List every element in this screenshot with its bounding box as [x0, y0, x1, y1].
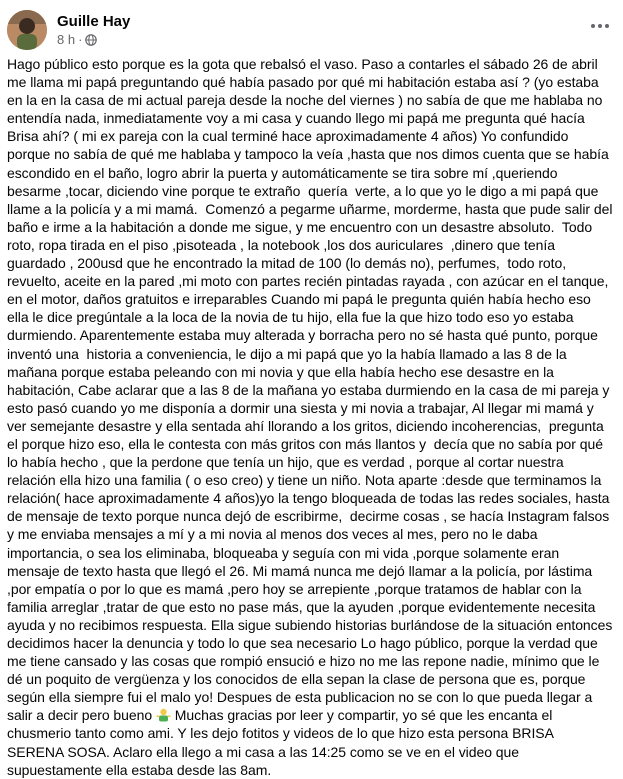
author-name[interactable]: Guille Hay: [57, 13, 131, 30]
globe-icon: [85, 34, 97, 46]
meta-separator: ·: [78, 32, 83, 47]
post-time[interactable]: 8 h: [57, 32, 76, 47]
post-header: [7, 10, 613, 50]
man-shrugging-emoji-icon: [156, 707, 171, 722]
avatar[interactable]: [7, 10, 47, 50]
post-meta: [57, 32, 97, 47]
post-text-part1: Hago público esto porque es la gota que rebalsó el vaso. Paso a contarles el sábado 26 de abril me llama mi papá preguntando qué había pasado por qué mi habitación estaba así ? (yo estaba en la en la casa de mi actual pareja desde la noche del viernes ) no sabía de que me hablaba no entendía nada, inmediatamente voy a mi casa y cuando llego mi papá me pregunta qué hacía Brisa ahí? ( mi ex pareja con la cual terminé hace aproximadamente 4 años) Yo confundido porque no sabía de qué me hablaba y tampoco la veía ,hasta que nos dimos cuenta que se había escondido en el baño, logro abrir la puerta y automáticamente se tira sobre mí ,queriendo besarme ,tocar, diciendo vine porque te extraño quería verte, a lo que yo le digo a mi papá que llame a la policía y a mi mamá. Comenzó a pegarme uñarme, morderme, hasta que pude salir del baño e irme a la habitación a donde me sigue, y me encuentro con un desastre absoluto. Todo roto, ropa tirada en el piso ,pisoteada , la notebook ,los dos auriculares ,dinero que tenía guardado , 200usd que he encontrado la mitad de 100 (lo demás no), perfumes, todo roto, revuelto, aceite en la pared ,mi moto con partes recién pintadas rayada , con azúcar en el tanque, en el motor, daños gratuitos e irreparables Cuando mi papá le pregunta quién había hecho eso ella le dice pregúntale a la loca de la novia de tu hijo, ella fue la que hizo todo eso yo estaba durmiendo. Aparentemente estaba muy alterada y borracha pero no sé hasta qué punto, porque inventó una historia a conveniencia, le dijo a mi papá que yo la había llamado a las 8 de la mañana porque estaba peleando con mi novia y que ella había hecho ese desastre en la habitación, Cabe aclarar que a las 8 de la mañana yo estaba durmiendo en la casa de mi pareja y esto pasó cuando yo me disponía a dormir una siesta y mi novia a trabajar, Al llegar mi mamá y ver semejante desastre y ella sentada ahí llorando a los gritos, diciendo incoherencias, pregunta el porque hizo eso, ella le contesta con más gritos con más llantos y decía que no sabía por qué lo había hecho , que la perdone que tenía un hijo, que es verdad , porque al cortar nuestra relación ella hizo una familia ( o eso creo) y tiene un niño. Nota aparte :desde que terminamos la relación( hace aproximadamente 4 años)yo la tengo bloqueada de todas las redes sociales, hasta de mensaje de texto porque nunca dejó de escribirme, decirme cosas , se hacía Instagram falsos y me enviaba mensajes a mí y a mi novia al menos dos veces al mes, pero no le daba importancia, o sea los eliminaba, bloqueaba y seguía con mi vida ,porque solamente eran mensaje de texto hasta que llegó el 26. Mi mamá nunca me dejó llamar a la policía, por lástima ,por empatía o por lo que es mamá ,pero hoy se arrepiente ,porque tratamos de hablar con la familia arreglar ,tratar de que esto no pase más, que la ayuden ,porque evidentemente necesita ayuda y no recibimos respuesta. Ella sigue subiendo historias burlándose de la situación entonces decidimos hacer la denuncia y todo lo que sea necesario Lo hago público, porque la verdad que me tiene cansado y las cosas que rompió ensució e hizo no me las repone nadie, mínimo que le dé un poquito de vergüenza y los conocidos de ella sepan la clase de persona que es, porque según ella siempre fui el malo yo! Despues de esta publicacion no se con lo que pueda llegar a salir a decir pero bueno: [7, 56, 617, 724]
post-text-part2: Muchas gracias por leer y compartir, yo sé que les encanta el chusmerio tanto como ami. Y les dejo fotitos y videos de lo que hizo esta persona BRISA SERENA SOSA. Aclaro ella llego a mi casa a las 14:25 como se ve en el video que supuestamente ella estaba desde las 8am.: [7, 707, 557, 778]
more-horizontal-icon: [590, 23, 610, 29]
post-body: [7, 55, 617, 779]
more-options-button[interactable]: [587, 16, 613, 36]
